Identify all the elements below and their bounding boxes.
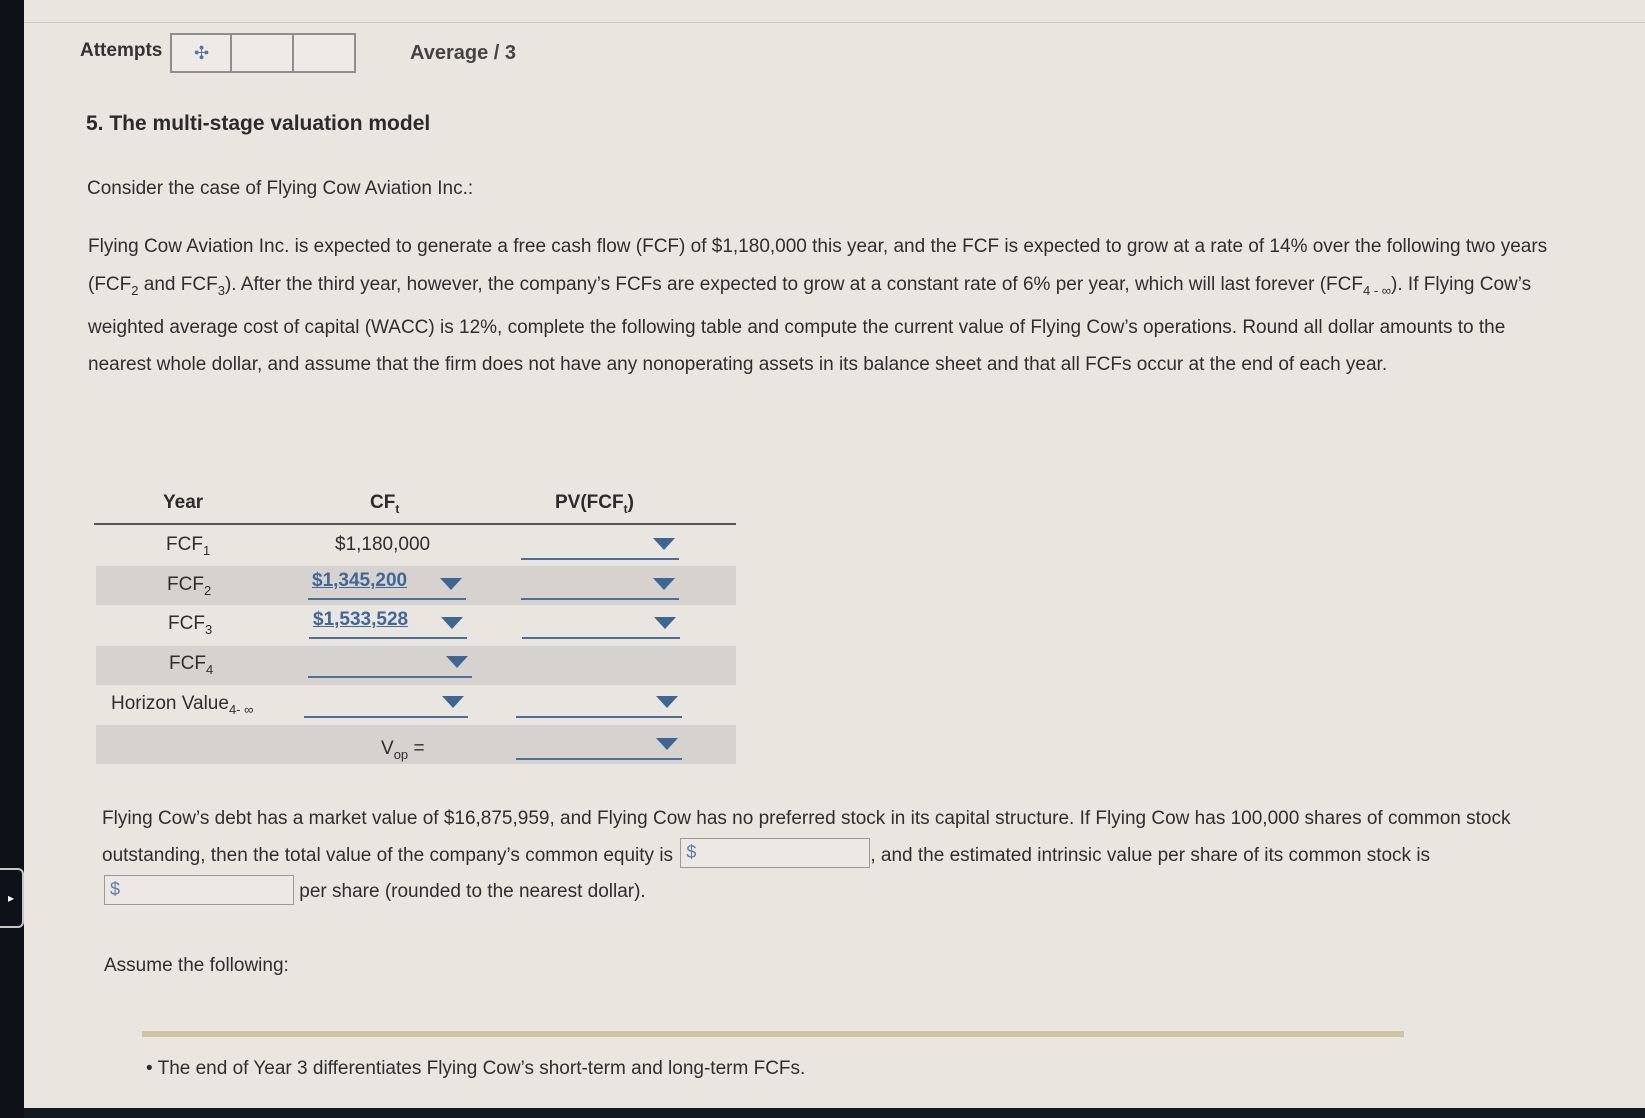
left-window-edge (0, 0, 24, 1118)
col-header-cf: $CF_t$ (370, 492, 400, 516)
row-label-fcf1: $FCF_1$ (166, 534, 211, 558)
dropdown-arrow-icon (441, 617, 463, 629)
cf-value-fcf1: $1,180,000 (335, 534, 431, 555)
cf-fcf2-dropdown[interactable]: $1,345,200 (308, 570, 466, 600)
dropdown-arrow-icon (442, 696, 464, 708)
attempts-label: Attempts (80, 40, 163, 61)
dropdown-arrow-icon (656, 738, 678, 750)
average-score: Average / 3 (410, 42, 516, 64)
attempt-box-3 (292, 33, 356, 73)
intrinsic-value-input[interactable]: $ (104, 875, 294, 905)
common-equity-input[interactable]: $ (680, 838, 870, 868)
pv-fcf3-dropdown[interactable] (522, 609, 680, 639)
dropdown-arrow-icon (653, 578, 675, 590)
cf-fcf3-dropdown[interactable]: $1,533,528 (309, 609, 467, 639)
dropdown-arrow-icon (440, 578, 462, 590)
dropdown-arrow-icon (654, 617, 676, 629)
arrow-right-icon: ▸ (7, 891, 15, 905)
pv-horizon-dropdown[interactable] (516, 688, 682, 718)
col-header-year: Year (163, 492, 204, 513)
cf-horizon-dropdown[interactable] (304, 688, 468, 718)
dropdown-arrow-icon (656, 696, 678, 708)
side-panel-toggle[interactable] (0, 868, 24, 928)
row-label-fcf4: $FCF_4$ (169, 653, 214, 677)
cf-fcf4-dropdown[interactable] (308, 648, 472, 678)
sparkle-icon: ✣ (194, 43, 210, 63)
assumption-bullet: • The end of Year 3 differentiates Flying Cow’s short-term and long-term FCFs. (146, 1058, 806, 1079)
section-divider (142, 1031, 1404, 1037)
header-divider (24, 22, 1645, 23)
assume-label: Assume the following: (104, 955, 289, 976)
table-header-rule (94, 523, 736, 525)
col-header-pv: $PV(FCF_t)$ (555, 492, 634, 516)
vop-label: $V_{op}$ = (381, 738, 425, 762)
row-label-fcf2: $FCF_2$ (167, 574, 212, 598)
question-title: 5. The multi-stage valuation model (86, 112, 431, 135)
vop-dropdown[interactable] (516, 730, 682, 760)
dropdown-arrow-icon (653, 538, 675, 550)
question-intro: Consider the case of Flying Cow Aviation Inc.: (87, 178, 474, 199)
assignment-screen (24, 0, 1645, 1108)
dropdown-arrow-icon (446, 656, 468, 668)
attempt-box-2 (230, 33, 294, 73)
question-paragraph: Flying Cow Aviation Inc. is expected to generate a free cash flow (FCF) of $1,180,000 this year, and the FCF is expected to grow at a rate of 14% over the following two years ($FCF_2$ and $FCF_3$). After the third year, however, the company’s FCFs are expected to grow at a constant rate of 6% per year, which will last forever $(FCF_{4 - \infty})$. If Flying Cow’s weighted average cost of capital (WACC) is 12%, complete the following table and compute the current value of Flying Cow’s operations. Round all dollar amounts to the nearest whole dollar, and assume that the firm does not have any nonoperating assets in its balance sheet and that all FCFs occur at the end of each year. (88, 236, 1548, 376)
attempt-box-1 (170, 33, 232, 73)
row-label-fcf3: $FCF_3$ (168, 613, 213, 637)
equity-paragraph: Flying Cow’s debt has a market value of $16,875,959, and Flying Cow has no preferred stock in its capital structure. If Flying Cow has 100,000 shares of common stock outstanding, then the total value of the company’s common equity is $ , and the estimated intrinsic value per share of its common stock is $ per share (rounded to the nearest dollar). (102, 801, 1602, 911)
pv-fcf2-dropdown[interactable] (521, 570, 679, 600)
row-label-horizon-value: Horizon Value$_{4- \infty}$ (111, 693, 254, 717)
pv-fcf1-dropdown[interactable] (521, 530, 679, 560)
